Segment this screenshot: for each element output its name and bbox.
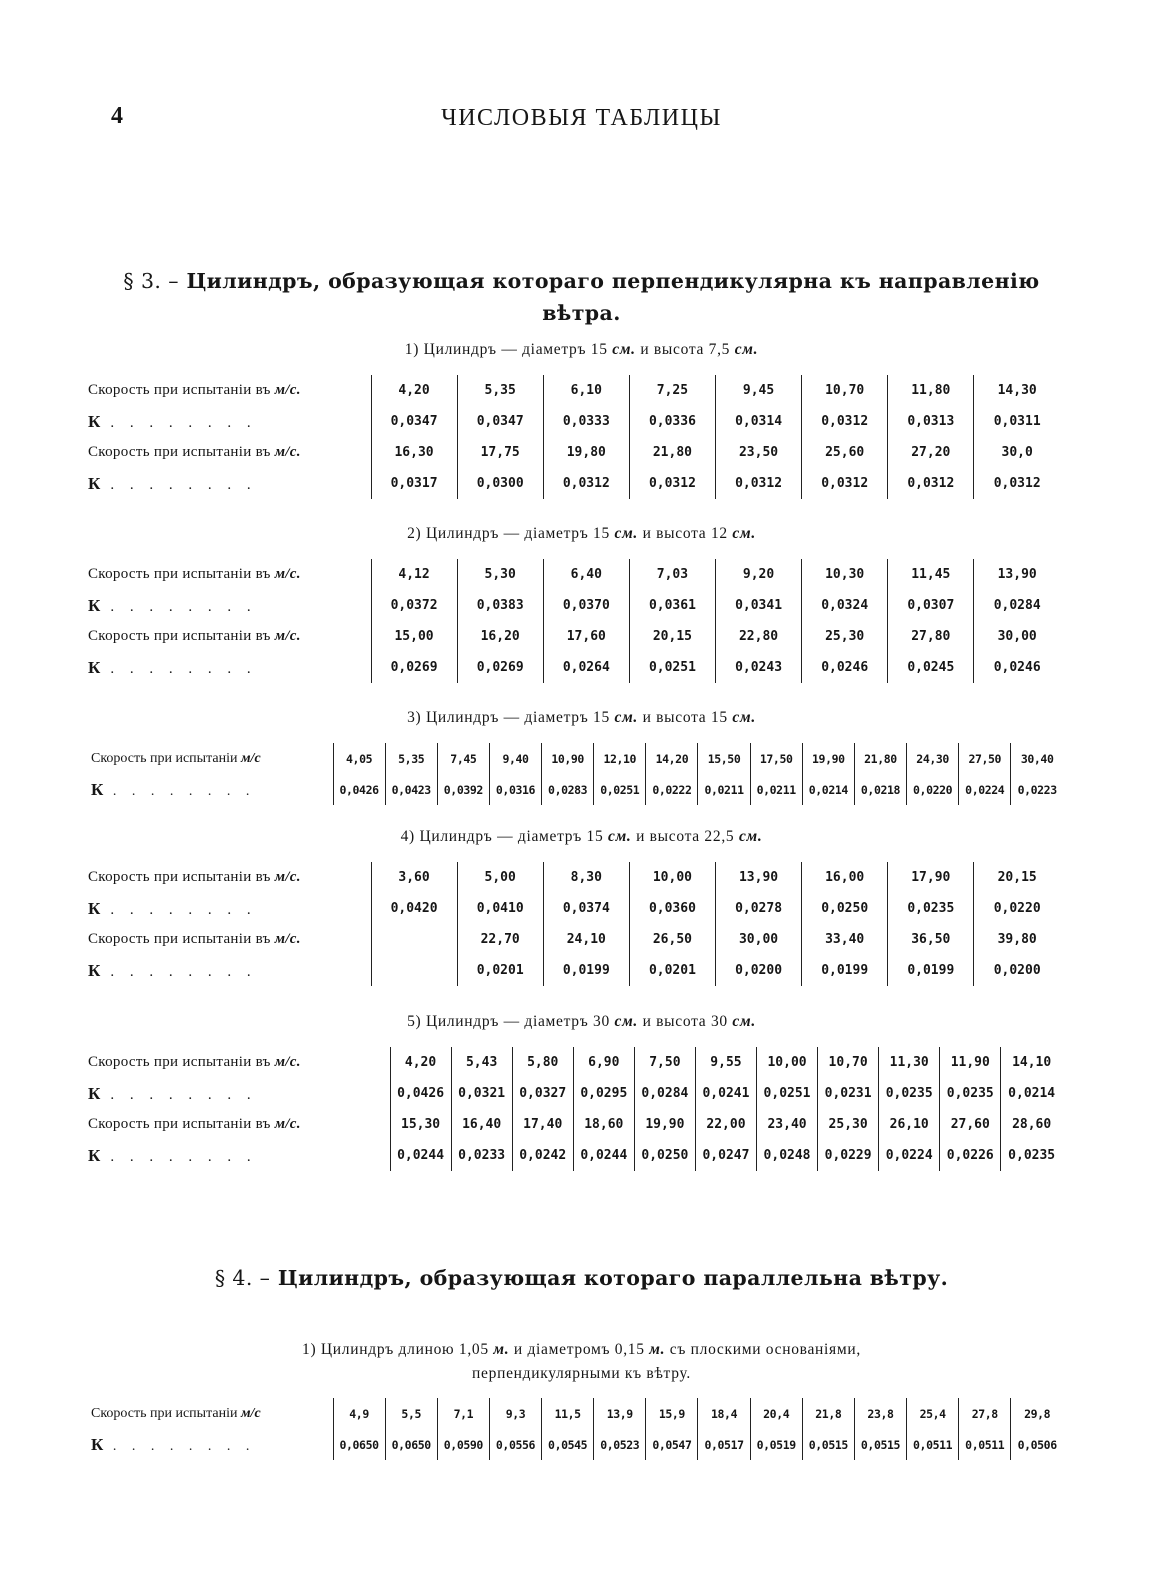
- table-cell: 0,0307: [888, 590, 974, 621]
- table-cell: 0,0515: [854, 1429, 906, 1460]
- table-cell: 0,0361: [629, 590, 715, 621]
- table-cell: 0,0383: [457, 590, 543, 621]
- table-cell: 0,0247: [695, 1140, 756, 1171]
- table-cell: 5,00: [457, 862, 543, 893]
- table-cell: 19,90: [802, 743, 854, 774]
- table-4: [88, 862, 1060, 986]
- table-cell: 0,0426: [333, 774, 385, 805]
- table-row: [88, 1047, 1062, 1078]
- table-cell: 25,60: [802, 437, 888, 468]
- table-cell: 5,30: [457, 559, 543, 590]
- table-cell: 7,50: [634, 1047, 695, 1078]
- table-cell: 14,20: [646, 743, 698, 774]
- table-cell: 0,0278: [716, 893, 802, 924]
- table-cell: 0,0245: [888, 652, 974, 683]
- section-3-heading: [95, 265, 1068, 329]
- table-cell: 0,0242: [512, 1140, 573, 1171]
- table-cell: 4,12: [371, 559, 457, 590]
- leader-dots: . . . . . . . .: [100, 901, 257, 918]
- table-cell: 11,30: [879, 1047, 940, 1078]
- table-cell: 0,0229: [818, 1140, 879, 1171]
- table-cell: 0,0336: [629, 406, 715, 437]
- table-cell: 0,0224: [879, 1140, 940, 1171]
- table-cell: 17,90: [888, 862, 974, 893]
- table-cell: 5,43: [451, 1047, 512, 1078]
- table-row: [88, 924, 1060, 955]
- table-cell: 27,80: [888, 621, 974, 652]
- table-cell: 0,0372: [371, 590, 457, 621]
- table-cell: 0,0251: [594, 774, 646, 805]
- table-cell: 0,0556: [489, 1429, 541, 1460]
- row-label: Скорость при испытаніи въ м/с.: [88, 444, 301, 460]
- table-cell: 0,0251: [629, 652, 715, 683]
- unit-label: м/с: [240, 750, 261, 766]
- unit-label: м/с.: [274, 1054, 301, 1070]
- table-6: [91, 1398, 1063, 1460]
- table-cell: 5,80: [512, 1047, 573, 1078]
- table-cell: 11,45: [888, 559, 974, 590]
- table-cell: 0,0200: [716, 955, 802, 986]
- table-cell: 0,0199: [802, 955, 888, 986]
- row-label: К . . . . . . . .: [88, 1083, 257, 1103]
- table-cell: 13,90: [716, 862, 802, 893]
- unit-label: м/с: [240, 1405, 261, 1421]
- table-cell: 6,10: [543, 375, 629, 406]
- table-cell: 0,0547: [646, 1429, 698, 1460]
- row-label: Скорость при испытаніи м/с: [91, 1405, 261, 1421]
- table-cell: 0,0312: [629, 468, 715, 499]
- leader-dots: . . . . . . . .: [100, 963, 257, 980]
- leader-dots: . . . . . . . .: [100, 1148, 257, 1165]
- table-cell: 9,20: [716, 559, 802, 590]
- table-cell: 0,0235: [1001, 1140, 1062, 1171]
- table-cell: 10,30: [802, 559, 888, 590]
- table-cell: 0,0316: [489, 774, 541, 805]
- table-cell: 16,40: [451, 1109, 512, 1140]
- table-cell: 15,30: [390, 1109, 451, 1140]
- row-label: Скорость при испытаніи м/с: [91, 750, 261, 766]
- table-cell: 21,80: [629, 437, 715, 468]
- table-cell: 4,05: [333, 743, 385, 774]
- table-cell: 7,25: [629, 375, 715, 406]
- table-cell: 21,80: [854, 743, 906, 774]
- table-cell: 0,0201: [629, 955, 715, 986]
- table-cell: 4,20: [390, 1047, 451, 1078]
- row-label: К . . . . . . . .: [88, 657, 257, 677]
- unit-label: м/с.: [274, 566, 301, 582]
- table-3: [91, 743, 1063, 805]
- table-cell: 0,0327: [512, 1078, 573, 1109]
- page-number: 4: [111, 103, 123, 129]
- table-row: [88, 1078, 1062, 1109]
- table-cell: 0,0650: [385, 1429, 437, 1460]
- table-cell: 0,0211: [750, 774, 802, 805]
- table-cell: 7,45: [437, 743, 489, 774]
- table-cell: 0,0199: [543, 955, 629, 986]
- table-cell: 6,40: [543, 559, 629, 590]
- table-row: [88, 1140, 1062, 1171]
- section-3-title: Цилиндръ, образующая котораго перпендикулярна къ направленію вѣтра.: [186, 269, 1040, 325]
- row-label: К . . . . . . . .: [88, 595, 257, 615]
- table-cell: 21,8: [802, 1398, 854, 1429]
- table-cell: 0,0317: [371, 468, 457, 499]
- table-cell: 25,30: [802, 621, 888, 652]
- table-row: [91, 743, 1063, 774]
- table-cell: 15,00: [371, 621, 457, 652]
- table-cell: 7,1: [437, 1398, 489, 1429]
- leader-dots: . . . . . . . .: [100, 598, 257, 615]
- table-cell: 0,0545: [542, 1429, 594, 1460]
- table-cell: 0,0312: [974, 468, 1060, 499]
- section-4-sign: § 4. –: [214, 1266, 271, 1290]
- row-label: Скорость при испытаніи въ м/с.: [88, 628, 301, 644]
- table-cell: 10,00: [629, 862, 715, 893]
- table-cell: 0,0360: [629, 893, 715, 924]
- table-cell: 0,0248: [757, 1140, 818, 1171]
- table-cell: 7,03: [629, 559, 715, 590]
- table-4-caption: 4) Цилиндръ — діаметръ 15 см. и высота 22,5 см.: [400, 828, 763, 845]
- table-cell: 0,0214: [1001, 1078, 1062, 1109]
- table-cell: 0,0311: [974, 406, 1060, 437]
- row-label: К . . . . . . . .: [88, 411, 257, 431]
- leader-dots: . . . . . . . .: [100, 1086, 257, 1103]
- table-2-caption: 2) Цилиндръ — діаметръ 15 см. и высота 12 см.: [407, 525, 756, 542]
- table-cell: 0,0226: [940, 1140, 1001, 1171]
- table-cell: 0,0511: [907, 1429, 959, 1460]
- table-cell: [371, 924, 457, 955]
- table-cell: 27,8: [959, 1398, 1011, 1429]
- table-cell: [371, 955, 457, 986]
- table-cell: 28,60: [1001, 1109, 1062, 1140]
- table-cell: 13,90: [974, 559, 1060, 590]
- table-cell: 0,0200: [974, 955, 1060, 986]
- table-cell: 16,20: [457, 621, 543, 652]
- table-cell: 0,0324: [802, 590, 888, 621]
- table-cell: 0,0235: [888, 893, 974, 924]
- table-cell: 0,0523: [594, 1429, 646, 1460]
- leader-dots: . . . . . . . .: [103, 783, 256, 799]
- row-label: К . . . . . . . .: [88, 473, 257, 493]
- table-cell: 5,5: [385, 1398, 437, 1429]
- table-cell: 0,0312: [888, 468, 974, 499]
- table-cell: 0,0590: [437, 1429, 489, 1460]
- table-3-caption: 3) Цилиндръ — діаметръ 15 см. и высота 15 см.: [407, 709, 756, 726]
- table-cell: 22,70: [457, 924, 543, 955]
- table-row: [88, 652, 1060, 683]
- table-1: [88, 375, 1060, 499]
- table-cell: 16,30: [371, 437, 457, 468]
- table-cell: 0,0243: [716, 652, 802, 683]
- table-cell: 0,0214: [802, 774, 854, 805]
- table-cell: 14,30: [974, 375, 1060, 406]
- table-cell: 0,0519: [750, 1429, 802, 1460]
- table-cell: 14,10: [1001, 1047, 1062, 1078]
- table-cell: 0,0333: [543, 406, 629, 437]
- row-label: К . . . . . . . .: [88, 898, 257, 918]
- table-cell: 26,50: [629, 924, 715, 955]
- table-cell: 30,0: [974, 437, 1060, 468]
- table-cell: 8,30: [543, 862, 629, 893]
- row-label: Скорость при испытаніи въ м/с.: [88, 1116, 301, 1132]
- table-cell: 0,0199: [888, 955, 974, 986]
- table-cell: 5,35: [385, 743, 437, 774]
- table-cell: 0,0251: [757, 1078, 818, 1109]
- unit-label: м/с.: [274, 382, 301, 398]
- table-cell: 29,8: [1011, 1398, 1063, 1429]
- row-label: Скорость при испытаніи въ м/с.: [88, 1054, 301, 1070]
- table-cell: 0,0235: [940, 1078, 1001, 1109]
- table-cell: 0,0295: [573, 1078, 634, 1109]
- table-cell: 20,15: [974, 862, 1060, 893]
- table-cell: 33,40: [802, 924, 888, 955]
- table-cell: 0,0426: [390, 1078, 451, 1109]
- unit-label: м/с.: [274, 628, 301, 644]
- table-row: [91, 1398, 1063, 1429]
- table-1-caption: 1) Цилиндръ — діаметръ 15 см. и высота 7,5 см.: [404, 341, 759, 358]
- table-cell: 0,0283: [542, 774, 594, 805]
- table-cell: 15,9: [646, 1398, 698, 1429]
- table-cell: 0,0392: [437, 774, 489, 805]
- table-cell: 0,0410: [457, 893, 543, 924]
- table-cell: 17,50: [750, 743, 802, 774]
- row-label: Скорость при испытаніи въ м/с.: [88, 382, 301, 398]
- unit-label: м/с.: [274, 931, 301, 947]
- running-title: ЧИСЛОВЫЯ ТАБЛИЦЫ: [441, 105, 722, 131]
- table-cell: 0,0244: [573, 1140, 634, 1171]
- table-cell: 0,0423: [385, 774, 437, 805]
- table-cell: 22,00: [695, 1109, 756, 1140]
- table-cell: 0,0235: [879, 1078, 940, 1109]
- table-cell: 0,0347: [371, 406, 457, 437]
- table-cell: 0,0246: [974, 652, 1060, 683]
- table-cell: 0,0264: [543, 652, 629, 683]
- unit-label: м/с.: [274, 1116, 301, 1132]
- table-cell: 0,0220: [907, 774, 959, 805]
- table-cell: 24,10: [543, 924, 629, 955]
- table-5: [88, 1047, 1062, 1171]
- table-cell: 27,20: [888, 437, 974, 468]
- table-cell: 0,0517: [698, 1429, 750, 1460]
- table-cell: 27,50: [959, 743, 1011, 774]
- table-row: [91, 1429, 1063, 1460]
- table-cell: 5,35: [457, 375, 543, 406]
- table-cell: 10,70: [802, 375, 888, 406]
- table-cell: 11,5: [542, 1398, 594, 1429]
- table-cell: 0,0218: [854, 774, 906, 805]
- table-cell: 0,0284: [634, 1078, 695, 1109]
- row-label: Скорость при испытаніи въ м/с.: [88, 869, 301, 885]
- table-row: [88, 559, 1060, 590]
- table-cell: 17,75: [457, 437, 543, 468]
- table-cell: 17,60: [543, 621, 629, 652]
- table-row: [88, 590, 1060, 621]
- table-cell: 4,9: [333, 1398, 385, 1429]
- table-cell: 36,50: [888, 924, 974, 955]
- table-cell: 22,80: [716, 621, 802, 652]
- table-cell: 0,0241: [695, 1078, 756, 1109]
- table-cell: 27,60: [940, 1109, 1001, 1140]
- table-cell: 0,0314: [716, 406, 802, 437]
- section-3-sign: § 3. –: [123, 269, 179, 293]
- table-cell: 0,0650: [333, 1429, 385, 1460]
- table-cell: 0,0220: [974, 893, 1060, 924]
- table-cell: 0,0284: [974, 590, 1060, 621]
- table-cell: 0,0312: [543, 468, 629, 499]
- table-cell: 24,30: [907, 743, 959, 774]
- table-cell: 0,0313: [888, 406, 974, 437]
- row-label: Скорость при испытаніи въ м/с.: [88, 566, 301, 582]
- row-label: К . . . . . . . .: [91, 779, 256, 799]
- table-cell: 0,0269: [457, 652, 543, 683]
- table-cell: 11,90: [940, 1047, 1001, 1078]
- table-row: [88, 437, 1060, 468]
- table-cell: 0,0246: [802, 652, 888, 683]
- section-4-title: Цилиндръ, образующая котораго параллельна вѣтру.: [277, 1266, 949, 1290]
- table-cell: 0,0374: [543, 893, 629, 924]
- table-cell: 20,15: [629, 621, 715, 652]
- table-cell: 0,0515: [802, 1429, 854, 1460]
- table-cell: 0,0201: [457, 955, 543, 986]
- table-cell: 30,40: [1011, 743, 1063, 774]
- table-cell: 23,50: [716, 437, 802, 468]
- row-label: К . . . . . . . .: [88, 1145, 257, 1165]
- table-cell: 9,45: [716, 375, 802, 406]
- table-cell: 0,0312: [802, 406, 888, 437]
- table-cell: 10,70: [818, 1047, 879, 1078]
- table-cell: 0,0300: [457, 468, 543, 499]
- table-row: [88, 893, 1060, 924]
- table-cell: 9,55: [695, 1047, 756, 1078]
- table-cell: 16,00: [802, 862, 888, 893]
- table-cell: 0,0211: [698, 774, 750, 805]
- table-cell: 0,0370: [543, 590, 629, 621]
- unit-label: м/с.: [274, 869, 301, 885]
- table-cell: 0,0223: [1011, 774, 1063, 805]
- table-cell: 25,4: [907, 1398, 959, 1429]
- table-cell: 0,0511: [959, 1429, 1011, 1460]
- table-cell: 9,40: [489, 743, 541, 774]
- leader-dots: . . . . . . . .: [100, 476, 257, 493]
- table-row: [88, 621, 1060, 652]
- table-cell: 23,40: [757, 1109, 818, 1140]
- table-cell: 0,0231: [818, 1078, 879, 1109]
- table-cell: 0,0244: [390, 1140, 451, 1171]
- table-cell: 19,90: [634, 1109, 695, 1140]
- table-cell: 6,90: [573, 1047, 634, 1078]
- table-row: [88, 1109, 1062, 1140]
- table-2: [88, 559, 1060, 683]
- table-cell: 10,90: [542, 743, 594, 774]
- table-cell: 18,60: [573, 1109, 634, 1140]
- table-row: [88, 375, 1060, 406]
- table-cell: 0,0312: [802, 468, 888, 499]
- table-row: [88, 468, 1060, 499]
- table-row: [88, 406, 1060, 437]
- table-cell: 23,8: [854, 1398, 906, 1429]
- table-cell: 0,0222: [646, 774, 698, 805]
- table-row: [88, 862, 1060, 893]
- table-cell: 39,80: [974, 924, 1060, 955]
- table-row: [88, 955, 1060, 986]
- table-cell: 18,4: [698, 1398, 750, 1429]
- table-row: [91, 774, 1063, 805]
- table-cell: 25,30: [818, 1109, 879, 1140]
- table-cell: 0,0250: [634, 1140, 695, 1171]
- table-cell: 13,9: [594, 1398, 646, 1429]
- table-cell: 4,20: [371, 375, 457, 406]
- table-cell: 11,80: [888, 375, 974, 406]
- unit-label: м/с.: [274, 444, 301, 460]
- table-cell: 10,00: [757, 1047, 818, 1078]
- table-cell: 0,0269: [371, 652, 457, 683]
- leader-dots: . . . . . . . .: [100, 660, 257, 677]
- table-cell: 0,0312: [716, 468, 802, 499]
- table-5-caption: 5) Цилиндръ — діаметръ 30 см. и высота 30 см.: [407, 1013, 756, 1030]
- table-6-caption: 1) Цилиндръ длиною 1,05 м. и діаметромъ 0,15 м. съ плоскими основаніями, перпендикулярными къ вѣтру.: [302, 1341, 861, 1382]
- leader-dots: . . . . . . . .: [103, 1438, 256, 1454]
- table-cell: 3,60: [371, 862, 457, 893]
- table-cell: 30,00: [974, 621, 1060, 652]
- table-cell: 12,10: [594, 743, 646, 774]
- table-cell: 26,10: [879, 1109, 940, 1140]
- table-cell: 30,00: [716, 924, 802, 955]
- row-label: Скорость при испытаніи въ м/с.: [88, 931, 301, 947]
- table-cell: 20,4: [750, 1398, 802, 1429]
- table-cell: 0,0224: [959, 774, 1011, 805]
- table-cell: 0,0506: [1011, 1429, 1063, 1460]
- table-cell: 19,80: [543, 437, 629, 468]
- table-cell: 15,50: [698, 743, 750, 774]
- table-cell: 17,40: [512, 1109, 573, 1140]
- row-label: К . . . . . . . .: [88, 960, 257, 980]
- table-cell: 0,0420: [371, 893, 457, 924]
- table-cell: 0,0250: [802, 893, 888, 924]
- table-cell: 0,0341: [716, 590, 802, 621]
- row-label: К . . . . . . . .: [91, 1434, 256, 1454]
- table-cell: 9,3: [489, 1398, 541, 1429]
- section-4-heading: [95, 1262, 1068, 1294]
- table-cell: 0,0321: [451, 1078, 512, 1109]
- running-head: [0, 103, 1163, 137]
- table-cell: 0,0347: [457, 406, 543, 437]
- table-cell: 0,0233: [451, 1140, 512, 1171]
- leader-dots: . . . . . . . .: [100, 414, 257, 431]
